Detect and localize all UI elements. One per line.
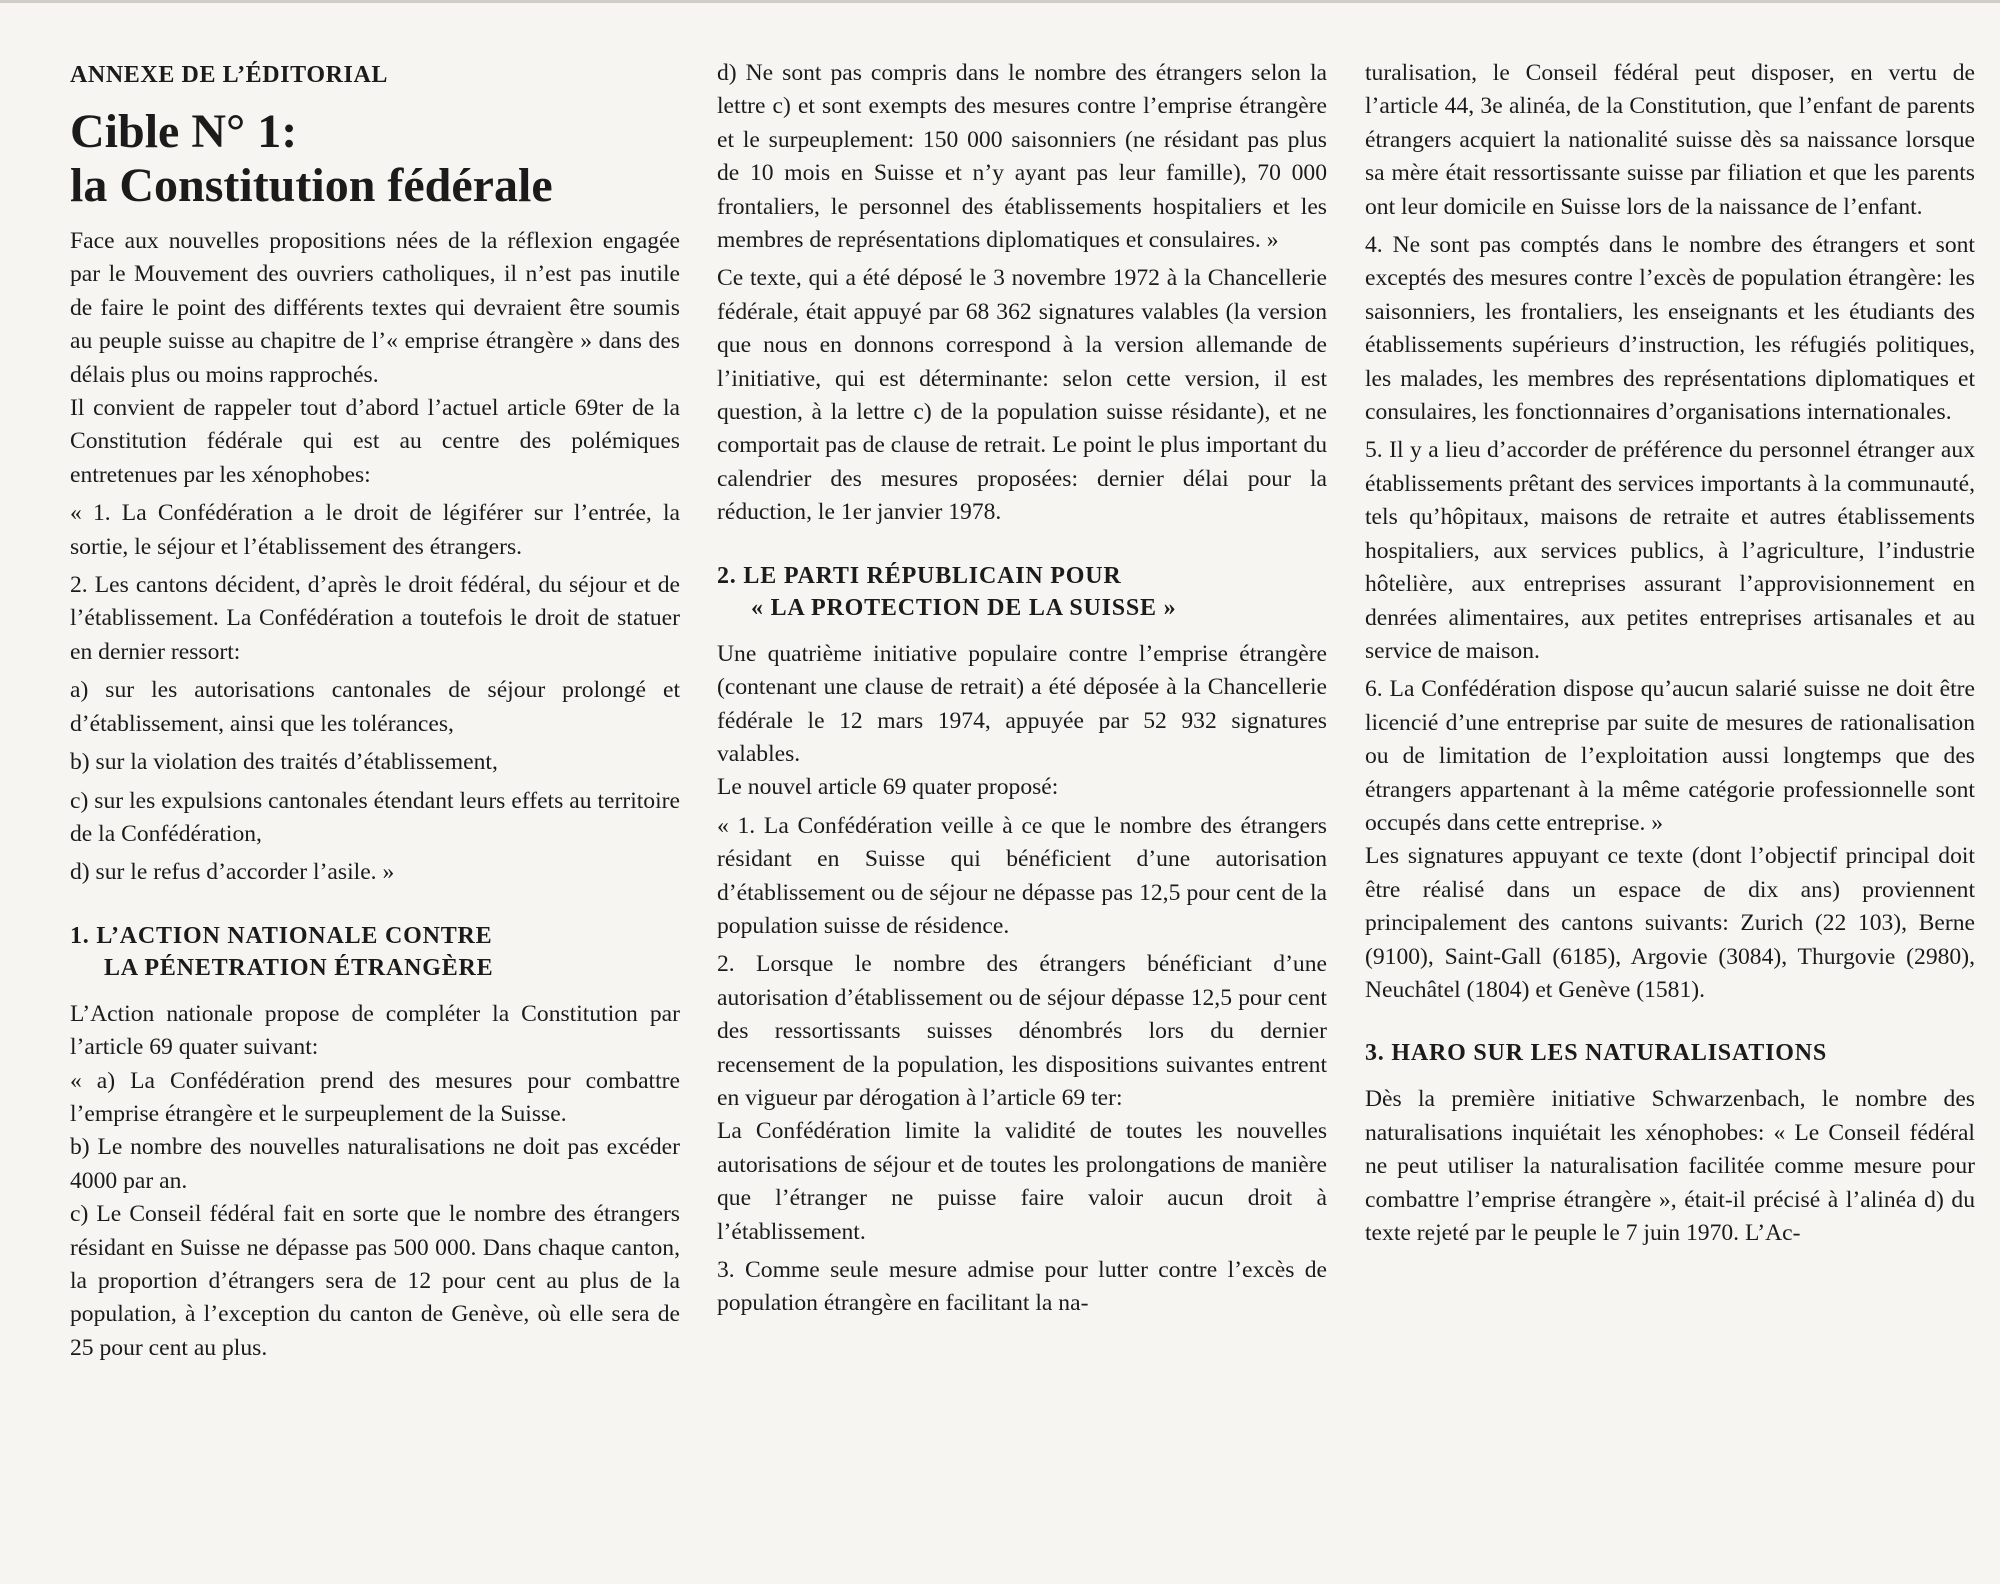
section-3-heading <box>1365 1037 1975 1069</box>
intro-paragraph: Face aux nouvelles propositions nées de la réflexion engagée par le Mouvement des ouvriers catholiques, il n’est pas inutile de faire le point des différents textes qui devraient être soumis au peuple suisse au chapitre de l’« emprise étrangère » dans des délais plus ou moins rapprochés. <box>70 228 680 388</box>
deposit-paragraph: Ce texte, qui a été déposé le 3 novembre 1972 à la Chancellerie fédérale, était appuyé par 68 362 signatures valables (la version que nous en donnons correspond à la version allemande de l’initiative, qui est déterminante: selon cette version, il est question, à la lettre c) de la population suisse résidante), et ne comportait pas de clause de retrait. Le point le plus important du calendrier des mesures proposées: dernier délai pour la réduction, le 1er janvier 1978. <box>717 265 1327 526</box>
republican-point-5: 5. Il y a lieu d’accorder de préférence du personnel étranger aux établissements prêtant des services importants à la communauté, tels qu’hôpitaux, maisons de retraite et autres établissements hospitaliers, aux services publics, à l’agriculture, l’industrie hôtelière, aux entreprises assurant l’approvisionnement en denrées alimentaires, aux petites entreprises artisanales et au service de maison. <box>1365 437 1975 664</box>
republican-point-2: 2. Lorsque le nombre des étrangers bénéficiant d’une autorisation d’établissement ou de séjour dépasse 12,5 pour cent des ressortissants suisses dénombrés lors du dernier recensement de la population, les dispositions suivantes entrent en vigueur par dérogation à l’article 69 ter: <box>717 951 1327 1111</box>
section-1-heading-line-1: 1. L’ACTION NATIONALE CONTRE <box>70 922 493 949</box>
action-nationale-d: d) Ne sont pas compris dans le nombre des étrangers selon la lettre c) et sont exempts des mesures contre l’emprise étrangère et le surpeuplement: 150 000 saisonniers (ne résidant pas plus de 10 mois en Suisse et n’y ayant pas leur famille), 70 000 frontaliers, le personnel des établissements hospitaliers et les membres de représentations diplomatiques et consulaires. » <box>717 60 1327 254</box>
republican-new-article: Le nouvel article 69 quater proposé: <box>717 774 1059 801</box>
article-69ter-2c: c) sur les expulsions cantonales étendant leurs effets au territoire de la Confédération, <box>70 787 680 847</box>
recall-paragraph: Il convient de rappeler tout d’abord l’actuel article 69ter de la Constitution fédérale qui est au centre des polémiques entretenues par les xénophobes: <box>70 395 680 488</box>
column-2 <box>717 57 1327 1584</box>
action-nationale-a: « a) La Confédération prend des mesures pour combattre l’emprise étrangère et le surpeuplement de la Suisse. <box>70 1067 680 1127</box>
republican-point-4: 4. Ne sont pas comptés dans le nombre des étrangers et sont exceptés des mesures contre l’excès de population étrangère: les saisonniers, les frontaliers, les enseignants et les étudiants des établissements supérieurs d’instruction, les réfugiés politiques, les malades, les membres des représentations diplomatiques et consulaires, les fonctionnaires d’organisations internationales. <box>1365 232 1975 426</box>
section-1-heading-line-2: LA PÉNETRATION ÉTRANGÈRE <box>104 954 494 981</box>
column-3 <box>1365 57 1975 1584</box>
article-69ter-2b: b) sur la violation des traités d’établissement, <box>70 749 498 776</box>
section-3-heading-line-1: 3. HARO SUR LES NATURALISATIONS <box>1365 1040 1828 1067</box>
republican-point-3-continued: turalisation, le Conseil fédéral peut disposer, en vertu de l’article 44, 3e alinéa, de la Constitution, que l’enfant de parents étrangers acquiert la nationalité suisse dès sa naissance lorsque sa mère était ressortissante suisse par filiation et que les parents ont leur domicile en Suisse lors de la naissance de l’enfant. <box>1365 60 1975 220</box>
section-2-heading-line-1: 2. LE PARTI RÉPUBLICAIN POUR <box>717 562 1122 589</box>
headline-line-1: Cible N° 1: <box>70 105 298 158</box>
section-1-heading <box>70 920 680 984</box>
naturalisations-paragraph: Dès la première initiative Schwarzenbach, le nombre des naturalisations inquiétait les xénophobes: « Le Conseil fédéral ne peut utiliser la naturalisation facilitée comme mesure pour combattre l’emprise étrangère », était-il précisé à l’alinéa d) du texte rejeté par le peuple le 7 juin 1970. L’Ac- <box>1365 1086 1975 1246</box>
signatures-paragraph: Les signatures appuyant ce texte (dont l’objectif principal doit être réalisé dans un espace de dix ans) proviennent principalement des cantons suivants: Zurich (22 103), Berne (9100), Saint-Gall (6185), Argovie (3084), Thurgovie (2980), Neuchâtel (1804) et Genève (1581). <box>1365 843 1975 1003</box>
republican-point-3: 3. Comme seule mesure admise pour lutter contre l’excès de population étrangère en facilitant la na- <box>717 1257 1327 1317</box>
section-2-heading-line-2: « LA PROTECTION DE LA SUISSE » <box>751 594 1177 621</box>
action-nationale-c: c) Le Conseil fédéral fait en sorte que le nombre des étrangers résidant en Suisse ne dépasse pas 500 000. Dans chaque canton, la proportion d’étrangers sera de 12 pour cent au plus de la population, à l’exception du canton de Genève, où elle sera de 25 pour cent au plus. <box>70 1201 680 1361</box>
article-69ter-1: « 1. La Confédération a le droit de légiférer sur l’entrée, la sortie, le séjour et l’établissement des étrangers. <box>70 500 680 560</box>
column-1 <box>70 55 680 1584</box>
article-69ter-2: 2. Les cantons décident, d’après le droit fédéral, du séjour et de l’établissement. La Confédération a toutefois le droit de statuer en dernier ressort: <box>70 572 680 665</box>
action-nationale-b: b) Le nombre des nouvelles naturalisations ne doit pas excéder 4000 par an. <box>70 1134 680 1194</box>
kicker: ANNEXE DE L’ÉDITORIAL <box>70 62 389 88</box>
republican-point-2b: La Confédération limite la validité de toutes les nouvelles autorisations de séjour et de toutes les prolongations de manière que l’étranger ne puisse faire valoir aucun droit à l’établissement. <box>717 1118 1327 1245</box>
article-69ter-2d: d) sur le refus d’accorder l’asile. » <box>70 859 395 886</box>
headline <box>70 105 680 213</box>
headline-line-2: la Constitution fédérale <box>70 159 553 212</box>
section-2-heading <box>717 560 1327 624</box>
republican-intro: Une quatrième initiative populaire contre l’emprise étrangère (contenant une clause de retrait) a été déposée à la Chancellerie fédérale le 12 mars 1974, appuyée par 52 932 signatures valables. <box>717 640 1327 767</box>
action-nationale-intro: L’Action nationale propose de compléter la Constitution par l’article 69 quater suivant: <box>70 1000 680 1061</box>
republican-point-1: « 1. La Confédération veille à ce que le nombre des étrangers résidant en Suisse qui bénéficient d’une autorisation d’établissement ou de séjour ne dépasse pas 12,5 pour cent de la population suisse de résidence. <box>717 812 1327 939</box>
republican-point-6: 6. La Confédération dispose qu’aucun salarié suisse ne doit être licencié d’une entreprise par suite de mesures de rationalisation ou de limitation de l’exploitation aussi longtemps que des étrangers appartenant à la même catégorie professionnelle sont occupés dans cette entreprise. » <box>1365 676 1975 836</box>
article-69ter-2a: a) sur les autorisations cantonales de séjour prolongé et d’établissement, ainsi que les tolérances, <box>70 677 680 737</box>
